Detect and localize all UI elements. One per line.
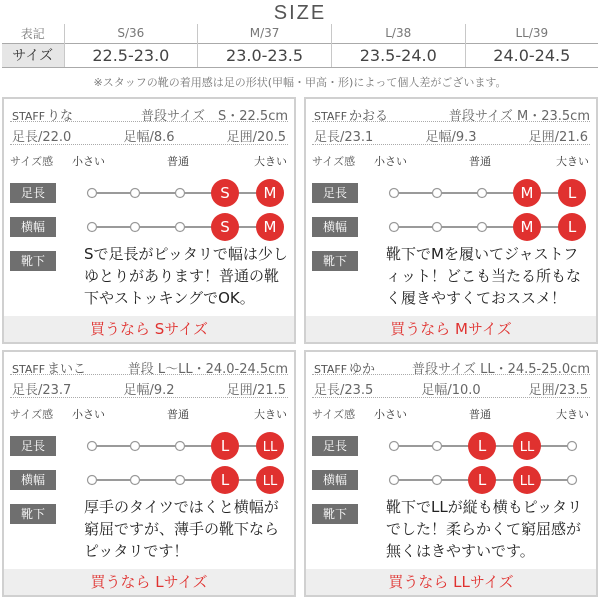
staff-card — [304, 350, 598, 597]
divider — [10, 374, 288, 375]
staff-name: りな — [47, 109, 74, 124]
width-marker-label: S — [220, 218, 230, 236]
divider — [312, 374, 590, 375]
scale-label-normal: 普通 — [167, 408, 189, 421]
size-m-value: 23.0-23.5 — [198, 43, 332, 67]
width-marker-label: L — [567, 218, 577, 236]
width-scale-dot — [88, 476, 97, 485]
width-scale — [382, 465, 592, 495]
width-scale-dot — [568, 476, 577, 485]
width-scale-dot — [131, 476, 140, 485]
staff-label: STAFF — [12, 363, 46, 376]
foot-girth: 足囲/21.5 — [226, 383, 286, 398]
size-l-value: 23.5-24.0 — [331, 43, 465, 67]
staff-comment: 靴下でLLが縦も横もピッタリでした！柔らかくて窮屈感が無くはきやすいです。 — [386, 498, 583, 560]
scale-label-normal: 普通 — [469, 408, 491, 421]
size-table — [2, 24, 598, 68]
header-s: S/36 — [64, 24, 198, 43]
scale-label-small: 小さい — [374, 155, 407, 168]
length-scale-dot — [131, 189, 140, 198]
length-scale-dot — [176, 442, 185, 451]
recommended-size: 買うなら Lサイズ — [4, 569, 294, 595]
width-scale-dot — [88, 223, 97, 232]
width-marker-label: LL — [262, 474, 278, 489]
staff-card — [2, 97, 296, 344]
length-tag: 足長 — [312, 183, 358, 203]
width-scale — [80, 465, 290, 495]
page-title: SIZE — [273, 2, 327, 24]
staff-comment: 靴下でMを履いてジャストフィット！どこも当たる所もなく履きやすくておススメ！ — [386, 245, 582, 307]
length-tag: 足長 — [10, 436, 56, 456]
width-scale-dot — [176, 476, 185, 485]
foot-length: 足長/23.1 — [314, 130, 374, 145]
length-marker-label: LL — [262, 440, 278, 455]
width-marker-label: M — [263, 218, 277, 236]
recommended-size: 買うなら Sサイズ — [4, 316, 294, 342]
scale-label-normal: 普通 — [469, 155, 491, 168]
divider — [10, 397, 288, 398]
foot-measurements — [12, 126, 286, 145]
width-marker-label: L — [220, 471, 230, 489]
length-scale — [382, 431, 592, 461]
width-scale-dot — [478, 223, 487, 232]
width-marker-label: M — [520, 218, 534, 236]
size-sense-label: サイズ感 — [312, 408, 356, 421]
divider — [10, 121, 288, 122]
length-scale-dot — [433, 189, 442, 198]
staff-name: かおる — [349, 109, 389, 124]
scale-label-normal: 普通 — [167, 155, 189, 168]
length-scale-dot — [433, 442, 442, 451]
size-sense-label: サイズ感 — [10, 155, 54, 168]
width-scale-dot — [390, 223, 399, 232]
length-marker-label: M — [263, 184, 277, 202]
size-sense-label: サイズ感 — [312, 155, 356, 168]
width-marker-label: LL — [519, 474, 535, 489]
usual-size: 普段サイズ LL・24.5-25.0cm — [412, 362, 590, 377]
size-s-value: 22.5-23.0 — [64, 43, 198, 67]
scale-label-big: 大きい — [254, 408, 287, 421]
socks-tag: 靴下 — [10, 251, 56, 271]
scale-label-big: 大きい — [556, 155, 589, 168]
width-tag: 横幅 — [312, 470, 358, 490]
recommended-size: 買うなら LLサイズ — [306, 569, 596, 595]
header-l: L/38 — [331, 24, 465, 43]
length-marker-label: L — [477, 437, 487, 455]
foot-length: 足長/23.7 — [12, 383, 72, 398]
length-scale-dot — [568, 442, 577, 451]
divider — [312, 144, 590, 145]
length-marker-label: L — [220, 437, 230, 455]
staff-label: STAFF — [314, 110, 348, 123]
foot-measurements — [314, 126, 588, 145]
header-notation: 表記 — [20, 26, 45, 41]
length-tag: 足長 — [312, 436, 358, 456]
scale-label-small: 小さい — [374, 408, 407, 421]
width-scale — [80, 212, 290, 242]
staff-name: まいこ — [47, 362, 87, 377]
length-scale-dot — [131, 442, 140, 451]
size-table-header — [2, 24, 598, 43]
header-ll: LL/39 — [465, 24, 598, 43]
length-marker-label: LL — [519, 440, 535, 455]
width-tag: 横幅 — [10, 470, 56, 490]
row-label-size: サイズ — [2, 43, 64, 67]
length-scale-dot — [390, 189, 399, 198]
staff-label: STAFF — [314, 363, 348, 376]
length-scale-dot — [478, 189, 487, 198]
width-marker-label: L — [477, 471, 487, 489]
scale-label-small: 小さい — [72, 408, 105, 421]
length-marker-label: M — [520, 184, 534, 202]
length-scale — [80, 431, 290, 461]
staff-comment: Sで足長がピッタリで幅は少しゆとりがあります！普通の靴下やストッキングでOK。 — [84, 245, 288, 307]
width-tag: 横幅 — [10, 217, 56, 237]
fit-note: ※スタッフの靴の着用感は足の形状(甲幅・甲高・形)によって個人差がございます。 — [93, 76, 507, 89]
staff-comment: 厚手のタイツではくと横幅が窮屈ですが、薄手の靴下ならピッタリです！ — [84, 498, 280, 560]
foot-width: 足幅/10.0 — [421, 383, 481, 398]
foot-length: 足長/22.0 — [12, 130, 72, 145]
usual-size: 普段 L〜LL・24.0-24.5cm — [127, 362, 288, 377]
foot-girth: 足囲/23.5 — [528, 383, 588, 398]
width-scale-dot — [433, 223, 442, 232]
foot-girth: 足囲/20.5 — [226, 130, 286, 145]
staff-card — [304, 97, 598, 344]
scale-label-small: 小さい — [72, 155, 105, 168]
foot-width: 足幅/8.6 — [123, 130, 175, 145]
length-scale — [382, 178, 592, 208]
length-scale-dot — [390, 442, 399, 451]
foot-measurements — [314, 379, 588, 398]
length-tag: 足長 — [10, 183, 56, 203]
width-scale-dot — [433, 476, 442, 485]
usual-size: 普段サイズ S・22.5cm — [141, 109, 288, 124]
socks-tag: 靴下 — [10, 504, 56, 524]
foot-width: 足幅/9.3 — [425, 130, 477, 145]
divider — [312, 397, 590, 398]
length-scale — [80, 178, 290, 208]
divider — [312, 121, 590, 122]
width-scale-dot — [390, 476, 399, 485]
size-ll-value: 24.0-24.5 — [465, 43, 598, 67]
staff-card — [2, 350, 296, 597]
width-scale-dot — [176, 223, 185, 232]
recommended-size: 買うなら Mサイズ — [306, 316, 596, 342]
size-table-row — [2, 43, 598, 67]
size-sense-label: サイズ感 — [10, 408, 54, 421]
length-marker-label: S — [220, 184, 230, 202]
length-scale-dot — [88, 189, 97, 198]
length-scale-dot — [176, 189, 185, 198]
scale-label-big: 大きい — [254, 155, 287, 168]
width-scale — [382, 212, 592, 242]
header-m: M/37 — [198, 24, 332, 43]
foot-measurements — [12, 379, 286, 398]
socks-tag: 靴下 — [312, 504, 358, 524]
divider — [10, 144, 288, 145]
scale-label-big: 大きい — [556, 408, 589, 421]
socks-tag: 靴下 — [312, 251, 358, 271]
length-scale-dot — [88, 442, 97, 451]
width-scale-dot — [131, 223, 140, 232]
usual-size: 普段サイズ M・23.5cm — [448, 109, 590, 124]
staff-label: STAFF — [12, 110, 46, 123]
width-tag: 横幅 — [312, 217, 358, 237]
length-marker-label: L — [567, 184, 577, 202]
foot-length: 足長/23.5 — [314, 383, 374, 398]
foot-width: 足幅/9.2 — [123, 383, 175, 398]
foot-girth: 足囲/21.6 — [528, 130, 588, 145]
staff-name: ゆか — [349, 362, 376, 377]
